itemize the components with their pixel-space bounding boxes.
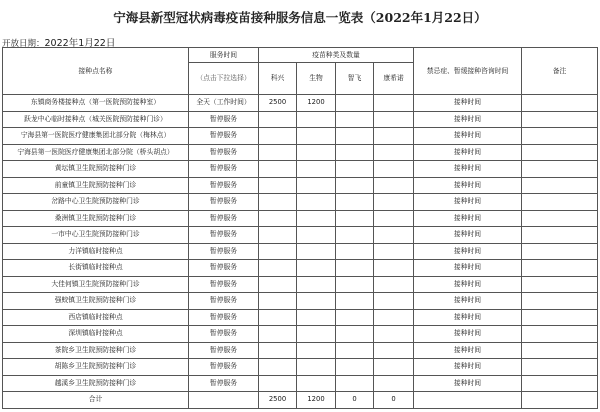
service-status-cell[interactable]: 暂停服务 [189, 309, 259, 326]
vaccine-count-kexing [259, 375, 297, 392]
consult-time-cell: 接种时间 [414, 128, 522, 145]
vaccine-count-zhifei [336, 128, 374, 145]
vaccine-count-kangxino [374, 260, 414, 277]
site-name-cell: 长街镇临时接种点 [3, 260, 189, 277]
vaccine-count-kexing [259, 260, 297, 277]
remark-cell [522, 144, 598, 161]
service-status-cell[interactable]: 暂停服务 [189, 342, 259, 359]
remark-cell [522, 342, 598, 359]
service-status-cell[interactable]: 暂停服务 [189, 194, 259, 211]
vaccine-count-kangxino [374, 194, 414, 211]
consult-time-cell: 接种时间 [414, 161, 522, 178]
vaccine-count-zhifei [336, 342, 374, 359]
table-row [3, 144, 598, 161]
table-row [3, 293, 598, 310]
remark-cell [522, 95, 598, 112]
remark-cell [522, 128, 598, 145]
total-shengwu: 1200 [297, 392, 336, 409]
vaccine-count-kangxino [374, 276, 414, 293]
vaccine-count-zhifei [336, 144, 374, 161]
vaccine-count-kexing [259, 144, 297, 161]
vaccine-count-shengwu [297, 111, 336, 128]
vaccine-count-kangxino [374, 95, 414, 112]
remark-cell [522, 177, 598, 194]
service-status-cell[interactable]: 暂停服务 [189, 210, 259, 227]
vaccine-count-kexing [259, 359, 297, 376]
vaccine-count-zhifei [336, 359, 374, 376]
consult-time-cell: 接种时间 [414, 210, 522, 227]
total-label: 合计 [3, 392, 189, 409]
vaccine-count-zhifei [336, 375, 374, 392]
consult-time-cell: 接种时间 [414, 293, 522, 310]
vaccine-count-kangxino [374, 359, 414, 376]
consult-time-cell: 接种时间 [414, 342, 522, 359]
vaccine-count-kangxino [374, 177, 414, 194]
total-kexing: 2500 [259, 392, 297, 409]
vaccine-count-shengwu [297, 375, 336, 392]
service-status-cell[interactable]: 暂停服务 [189, 293, 259, 310]
vaccine-count-kexing [259, 276, 297, 293]
vaccine-count-kangxino [374, 161, 414, 178]
vaccine-count-shengwu [297, 359, 336, 376]
header-vaccine-shengwu: 生物 [297, 63, 336, 95]
vaccine-count-kangxino [374, 243, 414, 260]
vaccine-count-kexing: 2500 [259, 95, 297, 112]
consult-time-cell: 接种时间 [414, 309, 522, 326]
header-contraindication: 禁忌症、暂缓接种咨询时间 [414, 48, 522, 95]
remark-cell [522, 276, 598, 293]
site-name-cell: 越溪乡卫生院预防接种门诊 [3, 375, 189, 392]
site-name-cell: 跃龙中心临时接种点（城关医院预防接种门诊） [3, 111, 189, 128]
vaccine-count-shengwu [297, 276, 336, 293]
table-row [3, 111, 598, 128]
site-name-cell: 强蛟镇卫生院预防接种门诊 [3, 293, 189, 310]
vaccine-count-kexing [259, 194, 297, 211]
vaccine-count-kexing [259, 128, 297, 145]
consult-time-cell: 接种时间 [414, 260, 522, 277]
vaccine-count-kangxino [374, 326, 414, 343]
vaccine-count-shengwu [297, 260, 336, 277]
remark-cell [522, 243, 598, 260]
site-name-cell: 胡陈乡卫生院预防接种门诊 [3, 359, 189, 376]
remark-cell [522, 194, 598, 211]
consult-time-cell: 接种时间 [414, 359, 522, 376]
vaccine-count-kexing [259, 326, 297, 343]
service-status-cell[interactable]: 暂停服务 [189, 111, 259, 128]
vaccine-count-kangxino [374, 375, 414, 392]
service-status-cell[interactable]: 暂停服务 [189, 375, 259, 392]
table-row [3, 326, 598, 343]
vaccine-count-kangxino [374, 144, 414, 161]
site-name-cell: 深圳镇临时接种点 [3, 326, 189, 343]
header-vaccine-kangxino: 康希诺 [374, 63, 414, 95]
header-vaccine-zhifei: 智飞 [336, 63, 374, 95]
consult-time-cell: 接种时间 [414, 144, 522, 161]
consult-time-cell: 接种时间 [414, 194, 522, 211]
vaccine-count-shengwu [297, 210, 336, 227]
site-name-cell: 西店镇临时接种点 [3, 309, 189, 326]
vaccine-count-zhifei [336, 293, 374, 310]
consult-time-cell: 接种时间 [414, 227, 522, 244]
header-remark: 备注 [522, 48, 598, 95]
service-status-cell[interactable]: 暂停服务 [189, 177, 259, 194]
service-status-cell[interactable]: 暂停服务 [189, 359, 259, 376]
remark-cell [522, 293, 598, 310]
vaccine-count-zhifei [336, 177, 374, 194]
vaccine-count-kexing [259, 210, 297, 227]
site-name-cell: 岔路中心卫生院预防接种门诊 [3, 194, 189, 211]
service-status-cell[interactable]: 暂停服务 [189, 227, 259, 244]
vaccine-count-shengwu [297, 144, 336, 161]
page-title: 宁海县新型冠状病毒疫苗接种服务信息一览表（2022年1月22日） [113, 10, 487, 25]
service-status-cell[interactable]: 暂停服务 [189, 144, 259, 161]
consult-time-cell: 接种时间 [414, 276, 522, 293]
vaccine-count-zhifei [336, 227, 374, 244]
total-zhifei: 0 [336, 392, 374, 409]
table-row [3, 260, 598, 277]
vaccine-count-shengwu [297, 293, 336, 310]
vaccine-count-zhifei [336, 210, 374, 227]
total-consult [414, 392, 522, 409]
vaccine-count-kexing [259, 111, 297, 128]
table-row [3, 342, 598, 359]
remark-cell [522, 161, 598, 178]
service-status-cell[interactable]: 暂停服务 [189, 128, 259, 145]
vaccine-count-shengwu [297, 194, 336, 211]
vaccine-count-zhifei [336, 260, 374, 277]
table-row [3, 95, 598, 112]
vaccine-count-kexing [259, 309, 297, 326]
table-row [3, 309, 598, 326]
table-row [3, 210, 598, 227]
vaccine-count-kangxino [374, 128, 414, 145]
consult-time-cell: 接种时间 [414, 326, 522, 343]
service-status-cell[interactable]: 暂停服务 [189, 276, 259, 293]
service-status-cell[interactable]: 全天（工作时间） [189, 95, 259, 112]
vaccine-count-kangxino [374, 111, 414, 128]
site-name-cell: 大佳何镇卫生院预防接种门诊 [3, 276, 189, 293]
vaccine-count-shengwu [297, 326, 336, 343]
vaccine-count-kangxino [374, 342, 414, 359]
consult-time-cell: 接种时间 [414, 95, 522, 112]
table-row [3, 227, 598, 244]
header-service-time: 服务时间 [189, 48, 259, 63]
remark-cell [522, 210, 598, 227]
vaccine-count-zhifei [336, 111, 374, 128]
table-row [3, 276, 598, 293]
vaccine-count-kangxino [374, 309, 414, 326]
remark-cell [522, 111, 598, 128]
site-name-cell: 宁海县第一医院医疗健康集团北部分院（桥头胡点） [3, 144, 189, 161]
table-row [3, 128, 598, 145]
remark-cell [522, 260, 598, 277]
consult-time-cell: 接种时间 [414, 243, 522, 260]
vaccine-count-zhifei [336, 161, 374, 178]
vaccine-count-zhifei [336, 95, 374, 112]
site-name-cell: 一市中心卫生院预防接种门诊 [3, 227, 189, 244]
vaccine-count-kangxino [374, 227, 414, 244]
site-name-cell: 东镇商务楼接种点（第一医院预防接种室） [3, 95, 189, 112]
open-date-label: 开放日期： [2, 39, 45, 49]
header-site-name: 接种点名称 [3, 48, 189, 95]
service-status-cell[interactable]: 暂停服务 [189, 243, 259, 260]
service-status-cell[interactable]: 暂停服务 [189, 326, 259, 343]
site-name-cell: 桑洲镇卫生院预防接种门诊 [3, 210, 189, 227]
header-vaccine-kexing: 科兴 [259, 63, 297, 95]
consult-time-cell: 接种时间 [414, 375, 522, 392]
header-vaccine-group: 疫苗种类及数量 [259, 48, 414, 63]
vaccine-count-zhifei [336, 276, 374, 293]
site-name-cell: 力洋镇临时接种点 [3, 243, 189, 260]
vaccine-count-shengwu [297, 227, 336, 244]
service-time-dropdown-hint[interactable]: （点击下拉选择） [189, 63, 259, 95]
vaccine-count-kexing [259, 293, 297, 310]
vaccine-count-shengwu [297, 342, 336, 359]
remark-cell [522, 375, 598, 392]
table-row [3, 177, 598, 194]
vaccine-count-shengwu [297, 177, 336, 194]
total-row [3, 392, 598, 409]
remark-cell [522, 326, 598, 343]
vaccine-count-shengwu [297, 243, 336, 260]
vaccine-count-kexing [259, 243, 297, 260]
vaccine-count-shengwu [297, 128, 336, 145]
total-remark [522, 392, 598, 409]
vaccine-count-zhifei [336, 194, 374, 211]
table-row [3, 359, 598, 376]
vaccine-count-kangxino [374, 210, 414, 227]
vaccine-count-zhifei [336, 309, 374, 326]
site-name-cell: 宁海县第一医院医疗健康集团北部分院（梅林点） [3, 128, 189, 145]
consult-time-cell: 接种时间 [414, 177, 522, 194]
vaccine-count-kangxino [374, 293, 414, 310]
total-service-time [189, 392, 259, 409]
vaccine-count-shengwu [297, 309, 336, 326]
vaccine-count-kexing [259, 177, 297, 194]
remark-cell [522, 227, 598, 244]
open-date-value: 2022年1月22日 [44, 38, 116, 49]
total-kangxino: 0 [374, 392, 414, 409]
vaccine-count-kexing [259, 227, 297, 244]
remark-cell [522, 309, 598, 326]
service-status-cell[interactable]: 暂停服务 [189, 260, 259, 277]
vaccine-count-zhifei [336, 243, 374, 260]
vaccine-count-shengwu: 1200 [297, 95, 336, 112]
vaccine-count-zhifei [336, 326, 374, 343]
table-row [3, 161, 598, 178]
site-name-cell: 茶院乡卫生院预防接种门诊 [3, 342, 189, 359]
table-row [3, 375, 598, 392]
vaccine-count-shengwu [297, 161, 336, 178]
vaccine-count-kexing [259, 161, 297, 178]
vaccination-table [2, 47, 598, 409]
vaccine-count-kexing [259, 342, 297, 359]
site-name-cell: 前童镇卫生院预防接种门诊 [3, 177, 189, 194]
service-status-cell[interactable]: 暂停服务 [189, 161, 259, 178]
table-row [3, 194, 598, 211]
remark-cell [522, 359, 598, 376]
site-name-cell: 黄坛镇卫生院预防接种门诊 [3, 161, 189, 178]
consult-time-cell: 接种时间 [414, 111, 522, 128]
table-row [3, 243, 598, 260]
